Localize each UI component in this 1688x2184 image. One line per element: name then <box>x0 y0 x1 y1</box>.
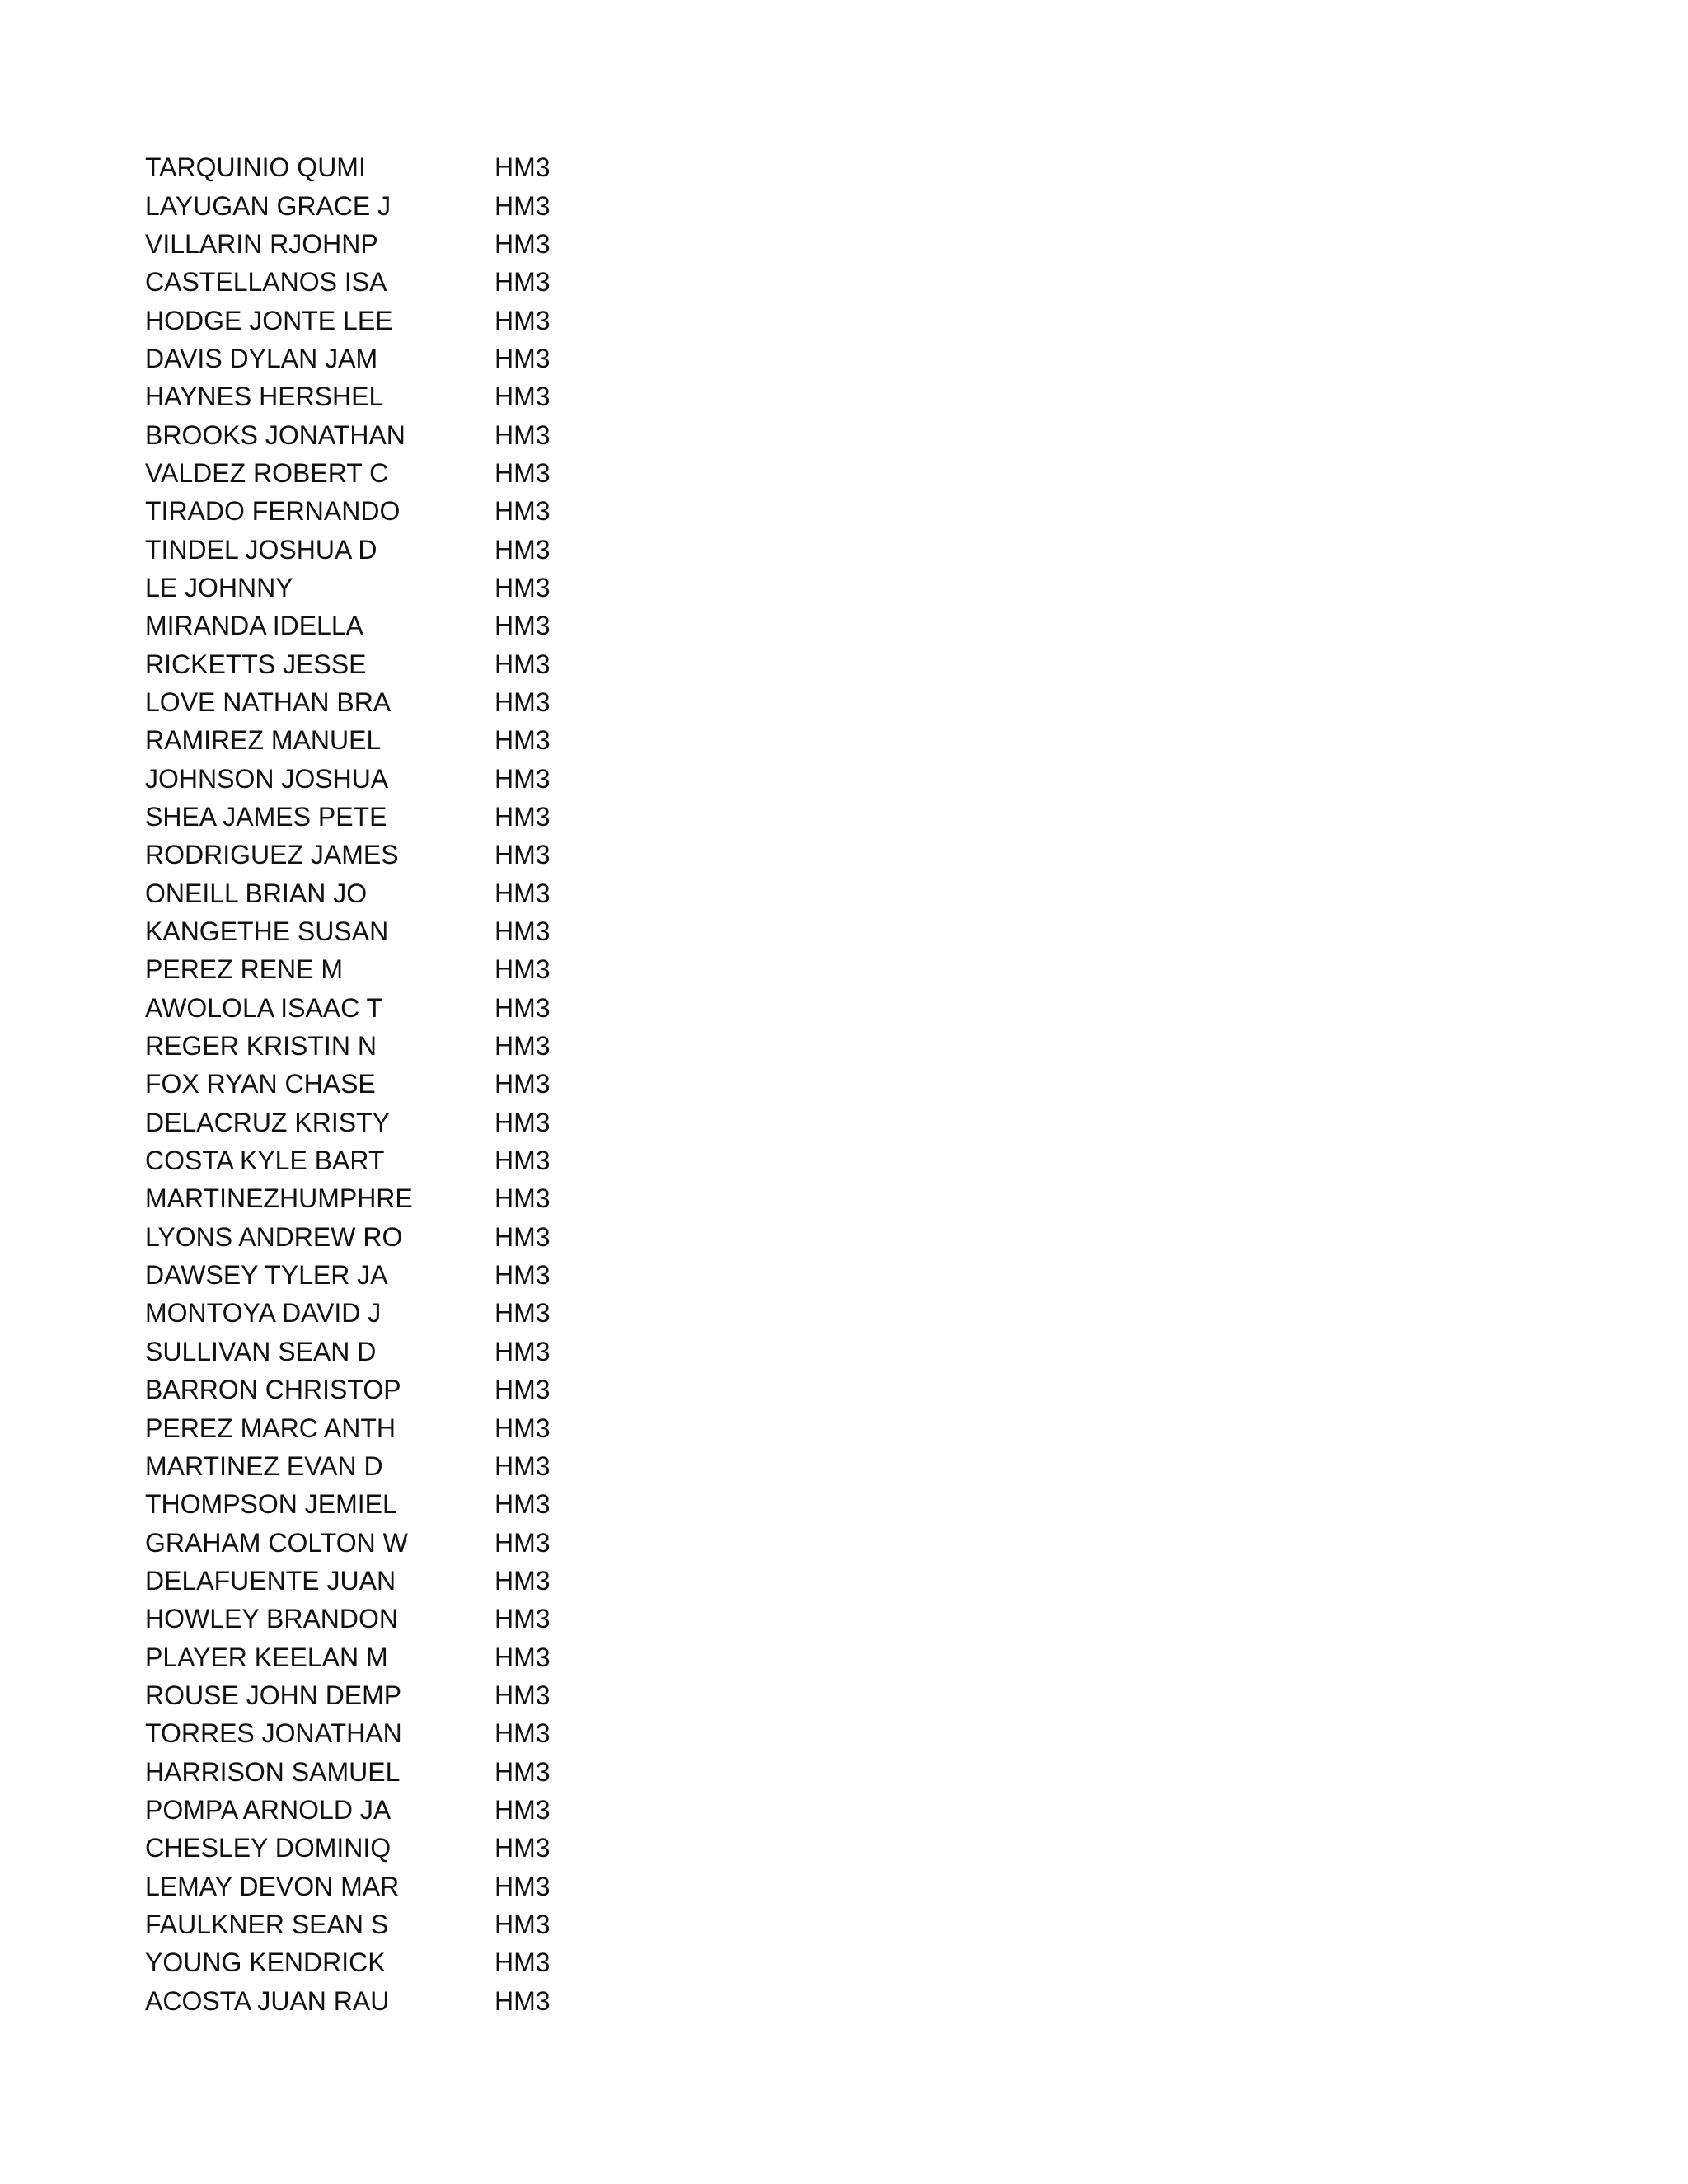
roster-name: MARTINEZ EVAN D <box>145 1451 383 1481</box>
roster-name: TINDEL JOSHUA D <box>145 534 377 565</box>
roster-name: RAMIREZ MANUEL <box>145 725 382 756</box>
roster-row <box>145 148 607 186</box>
roster-row <box>145 301 607 339</box>
roster-name: BROOKS JONATHAN <box>145 419 406 450</box>
roster-rate: HM3 <box>495 1451 551 1481</box>
roster-row <box>145 454 607 492</box>
roster-name: TORRES JONATHAN <box>145 1718 402 1749</box>
roster-row <box>145 1867 607 1905</box>
roster-name: MIRANDA IDELLA <box>145 611 363 641</box>
roster-name: MARTINEZHUMPHRE <box>145 1183 413 1214</box>
roster-row <box>145 1447 607 1485</box>
roster-rate: HM3 <box>495 457 551 488</box>
roster-name: HODGE JONTE LEE <box>145 305 393 335</box>
roster-rate: HM3 <box>495 1909 551 1939</box>
roster-name: MONTOYA DAVID J <box>145 1298 382 1329</box>
roster-rate: HM3 <box>495 1871 551 1901</box>
roster-rate: HM3 <box>495 611 551 641</box>
roster-name: TIRADO FERNANDO <box>145 496 401 527</box>
roster-rate: HM3 <box>495 152 551 183</box>
roster-row <box>145 874 607 912</box>
roster-name: POMPA ARNOLD JA <box>145 1794 392 1825</box>
roster-name: TARQUINIO QUMI <box>145 152 366 183</box>
roster-rate: HM3 <box>495 878 551 908</box>
roster-name: LEMAY DEVON MAR <box>145 1871 400 1901</box>
roster-row <box>145 186 607 224</box>
roster-rate: HM3 <box>495 1604 551 1634</box>
roster-rate: HM3 <box>495 419 551 450</box>
roster-rate: HM3 <box>495 916 551 947</box>
roster-row <box>145 683 607 721</box>
roster-name: PLAYER KEELAN M <box>145 1642 388 1672</box>
roster-rate: HM3 <box>495 305 551 335</box>
roster-row <box>145 950 607 988</box>
roster-rate: HM3 <box>495 267 551 298</box>
roster-name: REGER KRISTIN N <box>145 1031 377 1062</box>
roster-name: DAVIS DYLAN JAM <box>145 343 378 373</box>
roster-row <box>145 1485 607 1523</box>
roster-row <box>145 415 607 453</box>
roster-name: FOX RYAN CHASE <box>145 1069 376 1099</box>
roster-rate: HM3 <box>495 802 551 832</box>
roster-rate: HM3 <box>495 1183 551 1214</box>
roster-row <box>145 1562 607 1600</box>
roster-name: YOUNG KENDRICK <box>145 1947 386 1978</box>
roster-name: THOMPSON JEMIEL <box>145 1489 397 1520</box>
roster-row <box>145 569 607 607</box>
roster-rate: HM3 <box>495 1375 551 1405</box>
roster-rate: HM3 <box>495 496 551 527</box>
roster-rate: HM3 <box>495 1107 551 1137</box>
roster-name: RODRIGUEZ JAMES <box>145 840 399 870</box>
roster-row <box>145 1371 607 1408</box>
roster-row <box>145 989 607 1027</box>
roster-name: DAWSEY TYLER JA <box>145 1260 388 1291</box>
roster-row <box>145 1714 607 1752</box>
roster-rate: HM3 <box>495 687 551 717</box>
roster-rate: HM3 <box>495 343 551 373</box>
roster-name: VILLARIN RJOHNP <box>145 228 378 259</box>
roster-rate: HM3 <box>495 572 551 602</box>
roster-row <box>145 1141 607 1179</box>
roster-name: ROUSE JOHN DEMP <box>145 1680 402 1710</box>
roster-name: DELACRUZ KRISTY <box>145 1107 390 1137</box>
roster-rate: HM3 <box>495 1221 551 1252</box>
roster-rate: HM3 <box>495 992 551 1023</box>
roster-name: SHEA JAMES PETE <box>145 802 387 832</box>
roster-rate: HM3 <box>495 190 551 221</box>
roster-rate: HM3 <box>495 763 551 794</box>
roster-name: AWOLOLA ISAAC T <box>145 992 383 1023</box>
roster-rate: HM3 <box>495 1680 551 1710</box>
roster-row <box>145 1600 607 1638</box>
roster-name: PEREZ MARC ANTH <box>145 1413 396 1443</box>
roster-name: BARRON CHRISTOP <box>145 1375 401 1405</box>
roster-rate: HM3 <box>495 1489 551 1520</box>
roster-rate: HM3 <box>495 534 551 565</box>
roster-name: SULLIVAN SEAN D <box>145 1336 377 1366</box>
roster-row <box>145 1638 607 1675</box>
roster-rate: HM3 <box>495 1527 551 1558</box>
roster-name: LAYUGAN GRACE J <box>145 190 392 221</box>
roster-name: RICKETTS JESSE <box>145 649 367 679</box>
roster-name: VALDEZ ROBERT C <box>145 457 389 488</box>
roster-row <box>145 1333 607 1371</box>
roster-row <box>145 263 607 301</box>
roster-rate: HM3 <box>495 1031 551 1062</box>
roster-rate: HM3 <box>495 1718 551 1749</box>
roster-row <box>145 340 607 377</box>
roster-name: HOWLEY BRANDON <box>145 1604 399 1634</box>
roster-name: LYONS ANDREW RO <box>145 1221 403 1252</box>
roster-row <box>145 607 607 644</box>
roster-row <box>145 1676 607 1714</box>
roster-rate: HM3 <box>495 1947 551 1978</box>
roster-row <box>145 377 607 415</box>
roster-row <box>145 1408 607 1446</box>
roster-row <box>145 1523 607 1561</box>
roster-row <box>145 760 607 798</box>
roster-name: HAYNES HERSHEL <box>145 382 384 412</box>
roster-row <box>145 1218 607 1256</box>
roster-row <box>145 1829 607 1867</box>
roster-row <box>145 530 607 568</box>
roster-rate: HM3 <box>495 1298 551 1329</box>
roster-row <box>145 836 607 874</box>
roster-rate: HM3 <box>495 1565 551 1596</box>
roster-row <box>145 912 607 950</box>
roster-row <box>145 1027 607 1065</box>
roster-row <box>145 1065 607 1103</box>
roster-name: PEREZ RENE M <box>145 954 344 985</box>
roster-name: JOHNSON JOSHUA <box>145 763 389 794</box>
roster-list <box>145 148 607 2020</box>
roster-row <box>145 1905 607 1943</box>
roster-rate: HM3 <box>495 649 551 679</box>
roster-name: KANGETHE SUSAN <box>145 916 389 947</box>
roster-rate: HM3 <box>495 1985 551 2016</box>
roster-rate: HM3 <box>495 228 551 259</box>
roster-row <box>145 1294 607 1332</box>
roster-name: GRAHAM COLTON W <box>145 1527 408 1558</box>
roster-rate: HM3 <box>495 1642 551 1672</box>
roster-rate: HM3 <box>495 725 551 756</box>
roster-rate: HM3 <box>495 954 551 985</box>
roster-rate: HM3 <box>495 1069 551 1099</box>
roster-rate: HM3 <box>495 1756 551 1787</box>
roster-rate: HM3 <box>495 1146 551 1176</box>
roster-row <box>145 1943 607 1981</box>
roster-rate: HM3 <box>495 1413 551 1443</box>
roster-rate: HM3 <box>495 1336 551 1366</box>
roster-name: CASTELLANOS ISA <box>145 267 387 298</box>
roster-rate: HM3 <box>495 840 551 870</box>
roster-row <box>145 1256 607 1294</box>
roster-row <box>145 1982 607 2020</box>
roster-rate: HM3 <box>495 382 551 412</box>
roster-name: FAULKNER SEAN S <box>145 1909 389 1939</box>
roster-name: DELAFUENTE JUAN <box>145 1565 396 1596</box>
roster-row <box>145 225 607 263</box>
roster-name: ACOSTA JUAN RAU <box>145 1985 390 2016</box>
roster-rate: HM3 <box>495 1833 551 1863</box>
roster-rate: HM3 <box>495 1260 551 1291</box>
roster-row <box>145 1179 607 1217</box>
roster-name: CHESLEY DOMINIQ <box>145 1833 392 1863</box>
roster-row <box>145 721 607 759</box>
roster-row <box>145 798 607 836</box>
roster-rate: HM3 <box>495 1794 551 1825</box>
roster-row <box>145 1791 607 1829</box>
roster-row <box>145 644 607 682</box>
roster-name: LE JOHNNY <box>145 572 293 602</box>
roster-name: LOVE NATHAN BRA <box>145 687 392 717</box>
roster-name: COSTA KYLE BART <box>145 1146 385 1176</box>
roster-row <box>145 1752 607 1790</box>
roster-name: HARRISON SAMUEL <box>145 1756 401 1787</box>
roster-row <box>145 492 607 530</box>
roster-name: ONEILL BRIAN JO <box>145 878 368 908</box>
roster-row <box>145 1104 607 1141</box>
